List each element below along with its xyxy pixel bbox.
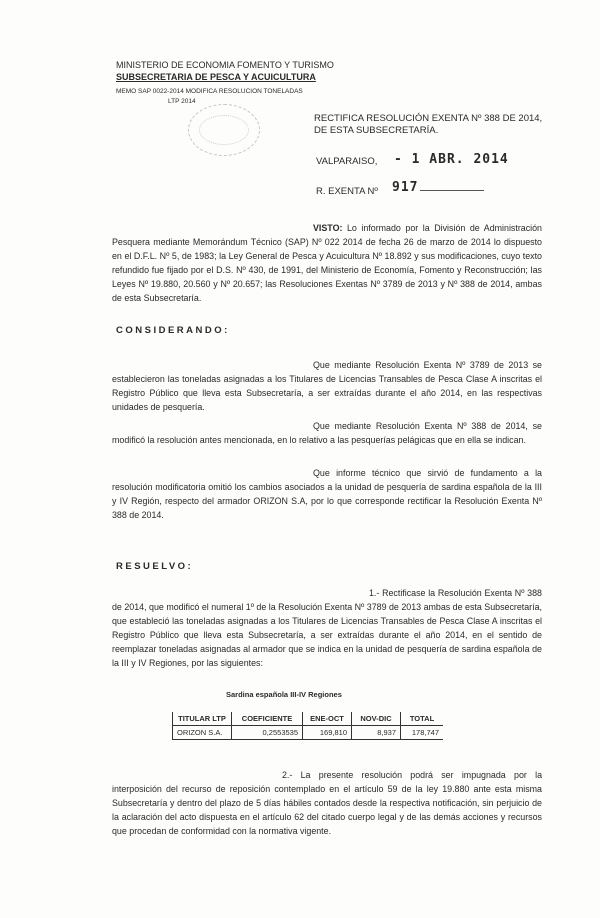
document-subject: RECTIFICA RESOLUCIÓN EXENTA Nº 388 DE 2014, DE ESTA SUBSECRETARÍA. bbox=[314, 113, 543, 136]
header-ene-oct: ENE-OCT bbox=[303, 712, 352, 726]
ministry-name: MINISTERIO DE ECONOMIA FOMENTO Y TURISMO bbox=[116, 60, 334, 70]
header-total: TOTAL bbox=[401, 712, 444, 726]
cell-ene-oct: 169,810 bbox=[303, 726, 352, 740]
visto-text: Lo informado por la División de Administración Pesquera mediante Memorándum Técnico (SAP) Nº 022 2014 de fecha 26 de marzo de 2014 lo dispuesto en el D.F.L. Nº 5, de 1983; la Ley General de Pesca y Acuicultura Nº 18.892 y sus modificaciones, cuyo texto refundido fue fijado por el D.S. Nº 430, de 1991, del Ministerio de Economía, Fomento y Reconstrucción; las Leyes Nº 19.880, 20.560 y Nº 20.657; las Resoluciones Exentas Nº 3789 de 2013 y Nº 388 de 2014, ambas de esta Subsecretaría. bbox=[112, 223, 542, 303]
resolution-label: R. EXENTA Nº bbox=[316, 186, 378, 197]
tonnage-table bbox=[172, 712, 443, 740]
resolution-date: - 1 ABR. 2014 bbox=[394, 152, 509, 167]
visto-paragraph bbox=[112, 221, 542, 305]
resuelvo-paragraph-2: 2.- La presente resolución podrá ser impugnada por la interposición del recurso de reposición contemplado en el artículo 59 de la ley 19.880 ante esta misma Subsecretaría y dentro del plazo de 5 días hábiles contados desde la respectiva notificación, sin perjuicio de la aclaración del acto dispuesta en el artículo 62 del citado cuerpo legal y de las demás acciones y recursos que procedan de conformidad con la normativa vigente. bbox=[112, 770, 542, 836]
table-row bbox=[173, 726, 444, 740]
table-title: Sardina española III-IV Regiones bbox=[226, 690, 342, 699]
cell-titular: ORIZON S.A. bbox=[173, 726, 232, 740]
considerando-paragraph-2: Que mediante Resolución Exenta Nº 388 de 2014, se modificó la resolución antes mencionada, en lo relativo a las pesquerías pelágicas que en ella se indican. bbox=[112, 421, 542, 445]
cell-coeficiente: 0,2553535 bbox=[232, 726, 303, 740]
resolution-number: 917 bbox=[392, 180, 484, 195]
number-underline bbox=[420, 181, 484, 191]
subsecretaria-name: SUBSECRETARIA DE PESCA Y ACUICULTURA bbox=[116, 72, 316, 82]
office-seal-stamp bbox=[188, 104, 260, 156]
considerando-paragraph-1: Que mediante Resolución Exenta Nº 3789 de 2013 se establecieron las toneladas asignadas a los Titulares de Licencias Transables de Pesca Clase A inscritas el Registro Público que lleva esta Subsecretaría, a ser extraídas durante el año 2014, en las respectivas unidades de pesquería. bbox=[112, 360, 542, 412]
header-nov-dic: NOV-DIC bbox=[352, 712, 401, 726]
resuelvo-heading: RESUELVO: bbox=[116, 561, 194, 572]
resuelvo-paragraph-1: 1.- Rectificase la Resolución Exenta Nº 388 de 2014, que modificó el numeral 1º de la Resolución Exenta Nº 3789 de 2013 ambas de esta Subsecretaría, que estableció las toneladas asignadas a los Titulares de Licencias Transables de Pesca Clase A inscritas el Registro Público que lleva esta Subsecretaría, a ser extraídas durante el año 2014, en el sentido de reemplazar toneladas asignadas al armador que se indica en la unidad de pesquería de sardina española de la III y IV Regiones, por las siguientes: bbox=[112, 588, 542, 668]
memo-reference-2: LTP 2014 bbox=[168, 98, 196, 105]
cell-nov-dic: 8,937 bbox=[352, 726, 401, 740]
considerando-heading: CONSIDERANDO: bbox=[116, 325, 230, 336]
considerando-paragraph-3: Que informe técnico que sirvió de fundamento a la resolución modificatoria omitió los cambios asociados a la unidad de pesquería de sardina española de la III y IV Región, respecto del armador ORIZON S.A, por lo que corresponde rectificar la Resolución Exenta Nº 388 de 2014. bbox=[112, 468, 542, 520]
header-coeficiente: COEFICIENTE bbox=[232, 712, 303, 726]
memo-reference: MEMO SAP 0022-2014 MODIFICA RESOLUCION TONELADAS bbox=[116, 88, 303, 95]
cell-total: 178,747 bbox=[401, 726, 444, 740]
place-label: VALPARAISO, bbox=[316, 156, 378, 167]
header-titular: TITULAR LTP bbox=[173, 712, 232, 726]
table-header-row bbox=[173, 712, 444, 726]
visto-label: VISTO: bbox=[313, 223, 343, 233]
